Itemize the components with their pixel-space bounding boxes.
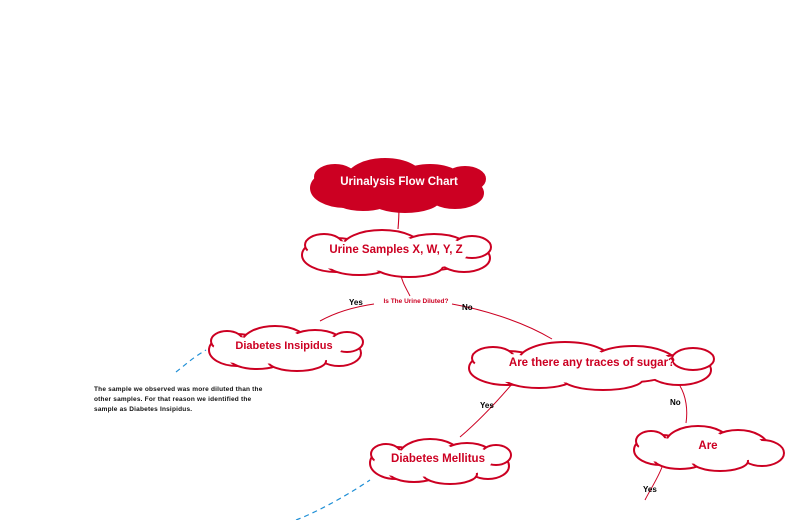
node-urine-samples-label: Urine Samples X, W, Y, Z [329, 244, 463, 257]
node-diabetes-mellitus-label: Diabetes Mellitus [391, 452, 485, 465]
edge-sugar-right [680, 386, 687, 423]
edge-diluted-insipidus [320, 304, 374, 321]
node-root[interactable] [305, 155, 493, 210]
node-diluted-question-label: Is The Urine Diluted? [383, 298, 449, 306]
edge-label-no-diluted: No [462, 303, 473, 312]
edge-note-insipidus [176, 350, 206, 372]
node-are-question[interactable] [628, 423, 788, 471]
node-sugar-question[interactable] [461, 338, 723, 390]
edge-label-no-sugar: No [670, 398, 681, 407]
edge-note-mellitus [296, 480, 370, 520]
node-root-label: Urinalysis Flow Chart [340, 175, 458, 188]
node-diabetes-insipidus-label: Diabetes Insipidus [235, 340, 333, 353]
note-insipidus: The sample we observed was more diluted than the other samples. For that reason we identified the sample as Diabetes Insipidus. [94, 386, 263, 414]
node-are-question-label: Are [698, 440, 718, 453]
edge-label-yes-lower: Yes [643, 485, 657, 494]
edge-label-yes-sugar: Yes [480, 401, 494, 410]
edge-sugar-mellitus [460, 384, 512, 437]
edge-label-yes-diluted: Yes [349, 298, 363, 307]
node-diabetes-mellitus[interactable] [364, 435, 512, 484]
node-urine-samples[interactable] [294, 225, 498, 277]
node-diabetes-insipidus[interactable] [203, 322, 365, 371]
node-sugar-question-label: Are there any traces of sugar? [508, 357, 676, 370]
node-diluted-question[interactable] [372, 294, 460, 310]
edge-right-lower [645, 467, 662, 500]
